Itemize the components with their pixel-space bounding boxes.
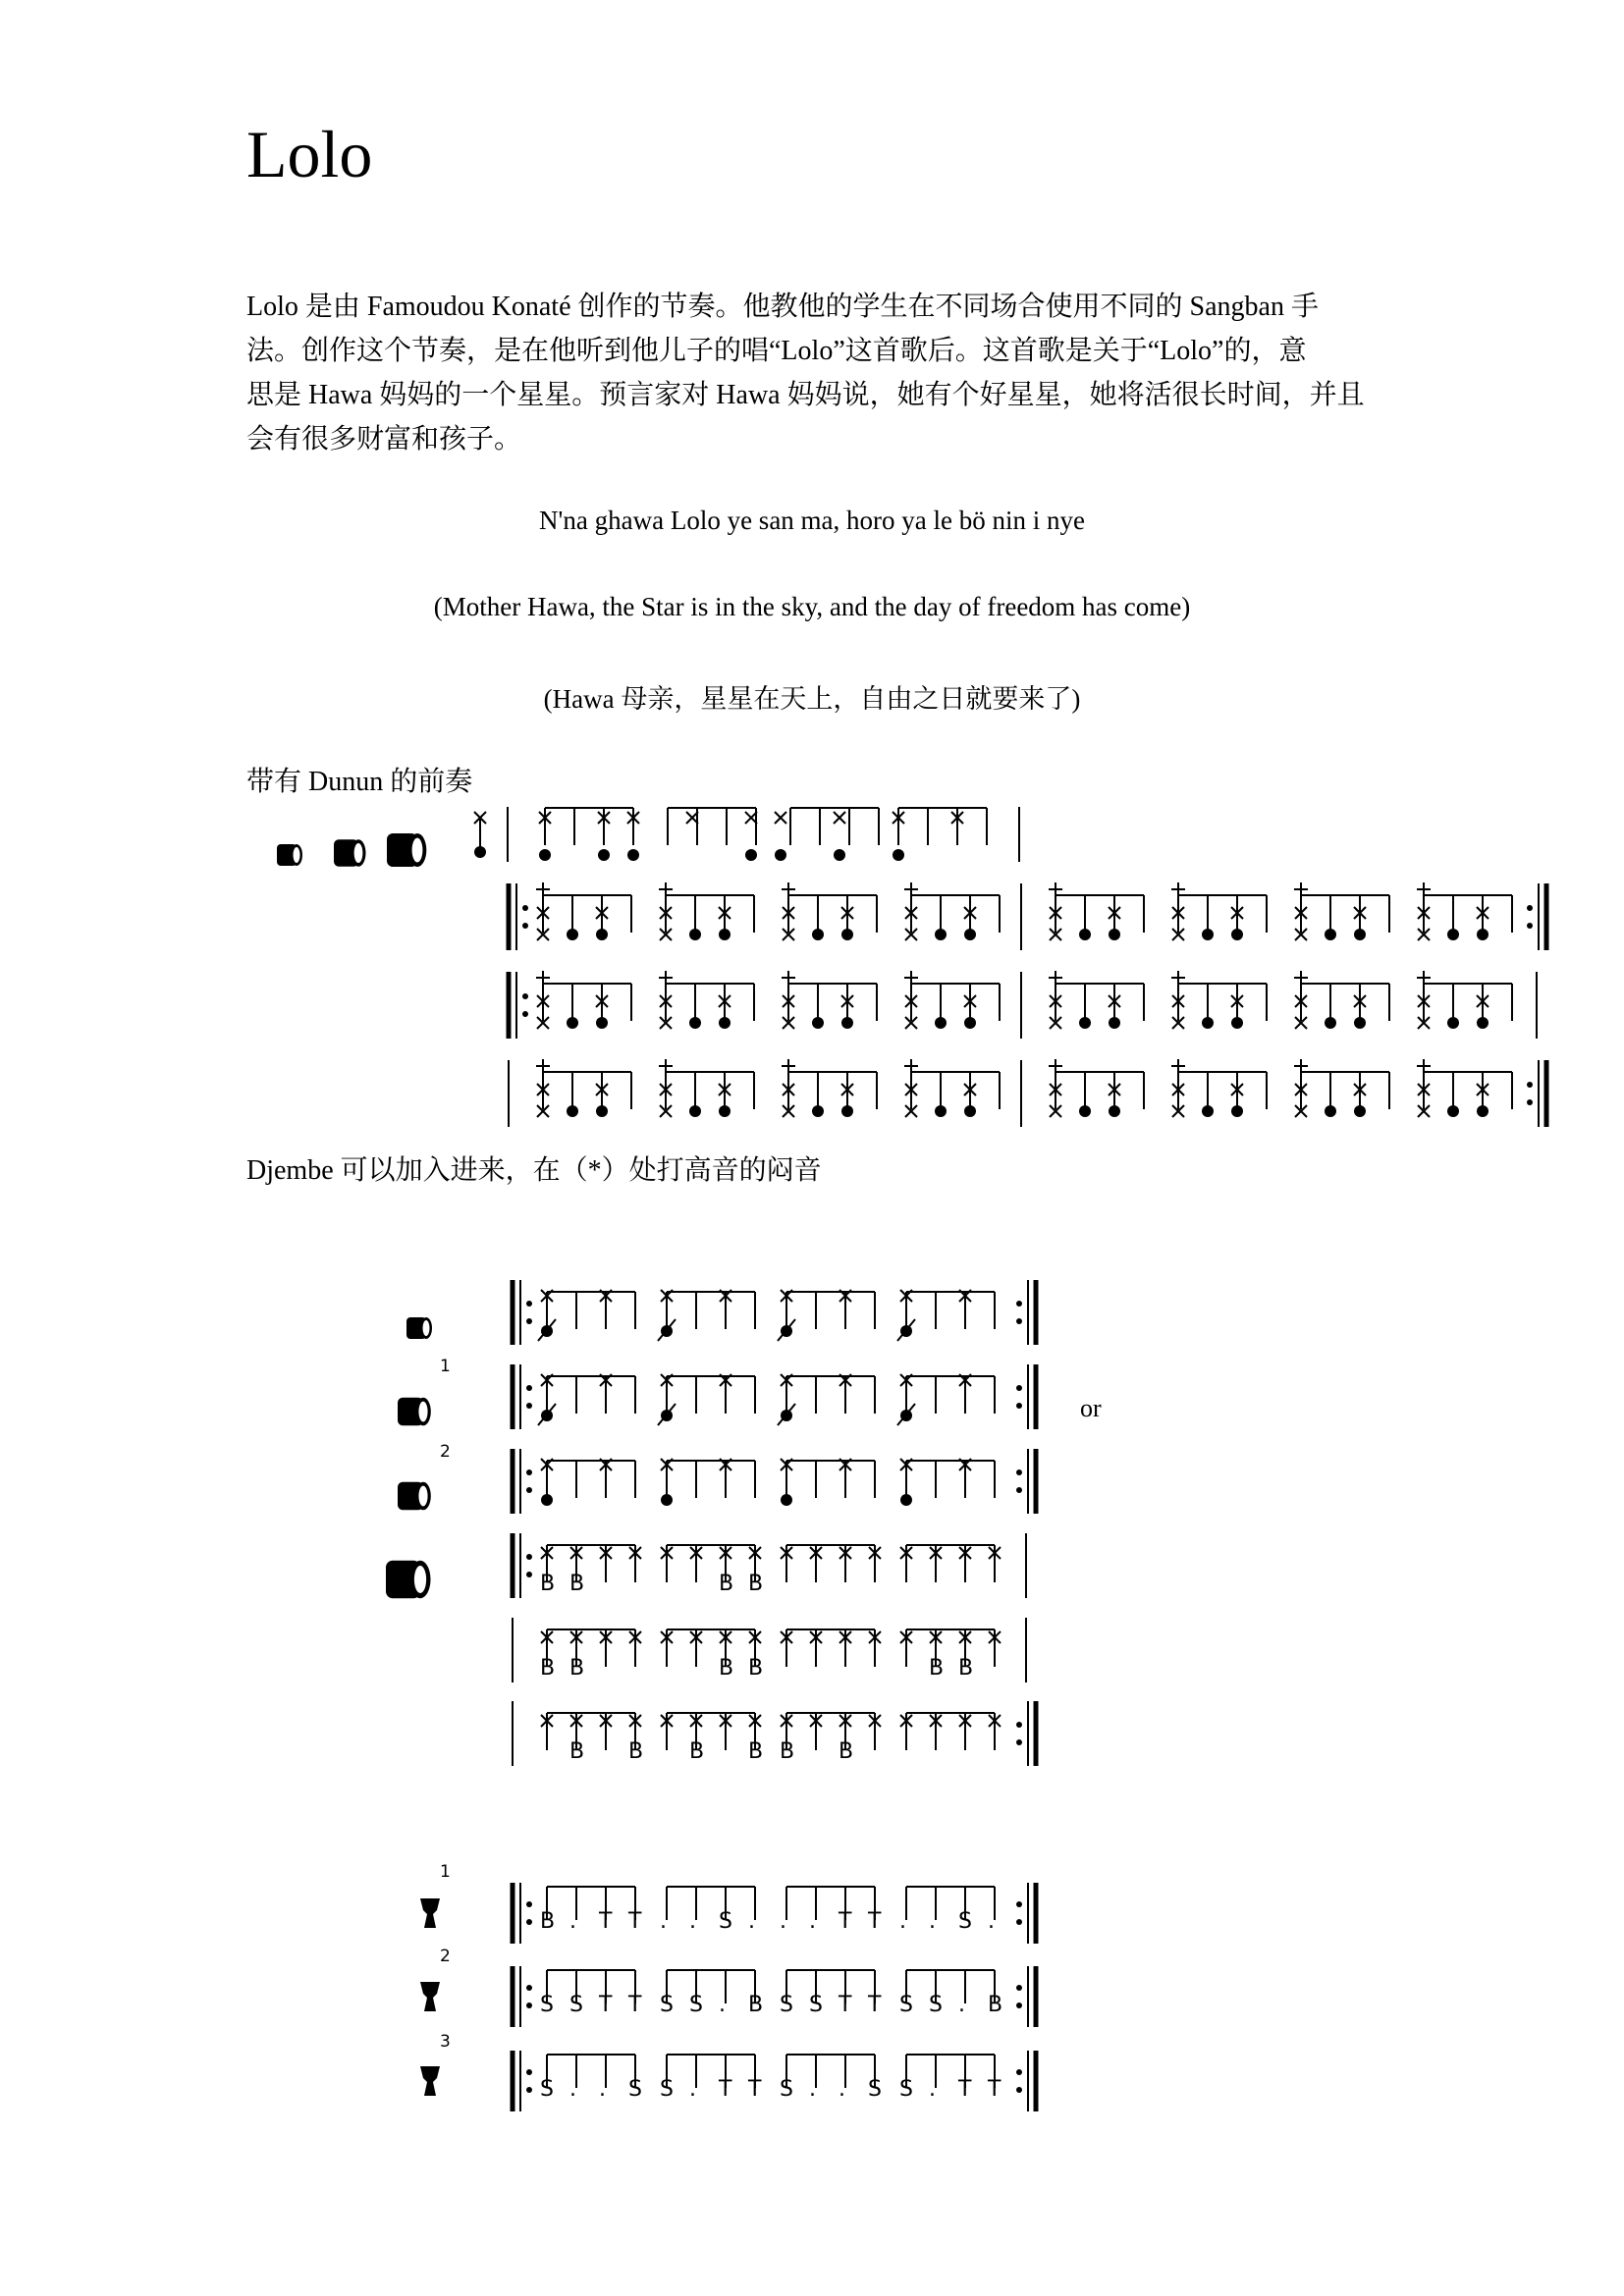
bass-note: B <box>748 1572 764 1596</box>
note-dot <box>539 849 551 861</box>
dundunba-icon <box>387 833 426 867</box>
repeat-dot <box>1016 1301 1022 1307</box>
note-dot <box>900 1494 912 1506</box>
note-dot <box>812 1105 824 1117</box>
repeat-dot <box>526 1318 532 1324</box>
bass-note: B <box>540 1656 556 1681</box>
song-lyric-english: (Mother Hawa, the Star is in the sky, and the day of freedom has come) <box>433 592 1191 621</box>
repeat-dot <box>1016 1318 1022 1324</box>
note-dot <box>893 849 904 861</box>
djembe-stroke: S <box>660 2077 674 2102</box>
djembe-stroke: T <box>958 2077 972 2102</box>
repeat-dot <box>526 2069 532 2075</box>
intro-section-label: 带有 Dunun 的前奏 <box>246 767 473 797</box>
repeat-dot <box>526 1901 532 1907</box>
note-dot <box>596 1105 608 1117</box>
note-dot <box>935 1105 947 1117</box>
repeat-dot <box>1527 1099 1533 1105</box>
djembe-stroke: T <box>748 2077 762 2102</box>
note-dot <box>1109 929 1120 940</box>
djembe-stroke: S <box>689 1993 703 2017</box>
djembe-stroke: . <box>780 1909 786 1934</box>
repeat-dot <box>522 905 528 911</box>
note-dot <box>775 849 786 861</box>
note-dot <box>834 849 845 861</box>
djembe-stroke: S <box>628 2077 642 2102</box>
note-dot <box>1447 1017 1459 1029</box>
note-dot <box>1231 929 1243 940</box>
djembe-stroke: . <box>569 2077 576 2102</box>
note-dot <box>1354 1105 1366 1117</box>
note-dot <box>689 1017 701 1029</box>
repeat-dot <box>1016 1722 1022 1728</box>
djembe-stroke: T <box>628 1993 642 2017</box>
djembe-stroke: . <box>839 2077 845 2102</box>
djembe-stroke: T <box>868 1909 882 1934</box>
djembe-stroke: . <box>899 1909 906 1934</box>
repeat-dot <box>522 1011 528 1017</box>
djembe-stroke: B <box>988 1993 1003 2017</box>
note-dot <box>1477 1017 1489 1029</box>
notation <box>474 807 1546 2111</box>
note-dot <box>841 1017 853 1029</box>
bass-note: B <box>929 1656 945 1681</box>
repeat-dot <box>526 1985 532 1991</box>
djembe-icon <box>420 2066 440 2096</box>
djembe-stroke: . <box>958 1993 965 2017</box>
sangban-icon <box>398 1398 431 1426</box>
variant-number: 1 <box>440 1357 451 1376</box>
djembe-stroke: S <box>899 2077 913 2102</box>
djembe-stroke: S <box>540 2077 554 2102</box>
djembe-stroke: S <box>540 1993 554 2017</box>
bass-note: B <box>569 1572 585 1596</box>
repeat-dot <box>1016 2002 1022 2008</box>
repeat-dot <box>1016 1487 1022 1493</box>
djembe-stroke: . <box>929 1909 936 1934</box>
note-dot <box>1202 1105 1214 1117</box>
variant-number: 2 <box>440 1442 451 1462</box>
djembe-stroke: S <box>660 1993 674 2017</box>
djembe-stroke: . <box>719 1993 726 2017</box>
note-dot <box>689 1105 701 1117</box>
bass-note: B <box>569 1656 585 1681</box>
djembe-stroke: . <box>809 1909 816 1934</box>
note-dot <box>719 1017 731 1029</box>
repeat-dot <box>526 1301 532 1307</box>
repeat-dot <box>526 2087 532 2093</box>
note-dot <box>812 929 824 940</box>
note-dot <box>1202 1017 1214 1029</box>
djembe-stroke: . <box>689 2077 696 2102</box>
djembe-stroke: . <box>929 2077 936 2102</box>
djembe-stroke: . <box>660 1909 667 1934</box>
note-dot <box>1079 1105 1091 1117</box>
repeat-dot <box>526 1385 532 1391</box>
note-dot <box>1447 929 1459 940</box>
repeat-dot <box>526 1554 532 1560</box>
bass-note: B <box>780 1739 795 1764</box>
djembe-stroke: S <box>780 1993 793 2017</box>
djembe-stroke: S <box>899 1993 913 2017</box>
repeat-dot <box>526 1487 532 1493</box>
note-dot <box>1202 929 1214 940</box>
note-dot <box>719 929 731 940</box>
repeat-dot <box>1016 1385 1022 1391</box>
note-dot <box>596 1017 608 1029</box>
repeat-dot <box>1016 1403 1022 1409</box>
djembe-stroke: S <box>780 2077 793 2102</box>
repeat-dot <box>1016 2069 1022 2075</box>
page-title: Lolo <box>246 117 373 191</box>
djembe-stroke: . <box>988 1909 995 1934</box>
note-dot <box>598 849 610 861</box>
djembe-note-label: Djembe 可以加入进来，在（*）处打高音的闷音 <box>246 1155 822 1186</box>
note-dot <box>964 929 976 940</box>
repeat-dot <box>522 923 528 929</box>
djembe-stroke: S <box>569 1993 583 2017</box>
intro-line: 法。创作这个节奏，是在他听到他儿子的唱“Lolo”这首歌后。这首歌是关于“Lolo”的，意 <box>246 336 1307 366</box>
djembe-stroke: . <box>748 1909 755 1934</box>
repeat-dot <box>1016 1919 1022 1925</box>
note-dot <box>567 929 578 940</box>
repeat-dot <box>1016 1901 1022 1907</box>
djembe-stroke: T <box>628 1909 642 1934</box>
song-lyric-chinese: (Hawa 母亲，星星在天上，自由之日就要来了) <box>543 684 1081 714</box>
note-dot <box>567 1105 578 1117</box>
note-dot <box>541 1494 553 1506</box>
djembe-stroke: . <box>599 2077 606 2102</box>
bass-note: B <box>540 1572 556 1596</box>
note-dot <box>1477 929 1489 940</box>
note-dot <box>935 1017 947 1029</box>
djembe-stroke: T <box>988 2077 1001 2102</box>
note-dot <box>1325 1017 1336 1029</box>
note-dot <box>1079 929 1091 940</box>
repeat-dot <box>526 1572 532 1577</box>
djembe-stroke: T <box>599 1909 613 1934</box>
repeat-dot <box>1016 2087 1022 2093</box>
sangban-icon <box>334 839 366 867</box>
repeat-dot <box>1527 905 1533 911</box>
note-dot <box>841 1105 853 1117</box>
djembe-stroke: S <box>958 1909 972 1934</box>
note-dot <box>1109 1105 1120 1117</box>
note-dot <box>1109 1017 1120 1029</box>
repeat-dot <box>522 993 528 999</box>
djembe-stroke: S <box>719 1909 732 1934</box>
bass-note: B <box>628 1739 644 1764</box>
note-dot <box>567 1017 578 1029</box>
repeat-dot <box>1527 923 1533 929</box>
variant-number: 2 <box>440 1947 451 1966</box>
djembe-stroke: S <box>929 1993 943 2017</box>
note-dot <box>661 1494 673 1506</box>
repeat-dot <box>1016 1739 1022 1745</box>
or-label: or <box>1080 1394 1102 1422</box>
variant-number: 3 <box>440 2032 451 2052</box>
repeat-dot <box>1016 1469 1022 1475</box>
repeat-dot <box>1016 1985 1022 1991</box>
bass-note: B <box>839 1739 854 1764</box>
note-dot <box>964 1105 976 1117</box>
note-dot <box>1325 929 1336 940</box>
note-dot <box>964 1017 976 1029</box>
intro-line: 思是 Hawa 妈妈的一个星星。预言家对 Hawa 妈妈说，她有个好星星，她将活很长时间，并且 <box>246 380 1365 410</box>
bass-note: B <box>689 1739 705 1764</box>
djembe-stroke: T <box>868 1993 882 2017</box>
repeat-dot <box>526 1403 532 1409</box>
djembe-stroke: B <box>540 1909 556 1934</box>
note-dot <box>1447 1105 1459 1117</box>
note-dot <box>627 849 639 861</box>
note-dot <box>935 929 947 940</box>
bass-note: B <box>958 1656 974 1681</box>
note-dot <box>1477 1105 1489 1117</box>
note-dot <box>1354 1017 1366 1029</box>
note-dot <box>1079 1017 1091 1029</box>
note-dot <box>719 1105 731 1117</box>
bass-note: B <box>719 1572 734 1596</box>
djembe-stroke: . <box>569 1909 576 1934</box>
note-dot <box>812 1017 824 1029</box>
djembe-stroke: T <box>719 2077 732 2102</box>
bass-note: B <box>569 1739 585 1764</box>
repeat-dot <box>526 1919 532 1925</box>
bass-note: B <box>719 1656 734 1681</box>
djembe-stroke: B <box>748 1993 764 2017</box>
note-dot <box>1325 1105 1336 1117</box>
note-dot <box>689 929 701 940</box>
note-dot <box>781 1494 792 1506</box>
djembe-icon <box>420 1898 440 1928</box>
djembe-stroke: S <box>809 1993 823 2017</box>
djembe-icon <box>420 1982 440 2011</box>
djembe-stroke: S <box>868 2077 882 2102</box>
note-dot <box>1231 1017 1243 1029</box>
djembe-stroke: . <box>809 2077 816 2102</box>
sangban-icon <box>398 1482 431 1511</box>
djembe-stroke: T <box>839 1909 852 1934</box>
note-dot <box>596 929 608 940</box>
intro-line: Lolo 是由 Famoudou Konaté 创作的节奏。他教他的学生在不同场合使用不同的 Sangban 手 <box>246 292 1319 322</box>
song-lyric-original: N'na ghawa Lolo ye san ma, horo ya le bö nin i nye <box>539 506 1085 535</box>
repeat-dot <box>1527 1082 1533 1088</box>
bass-note: B <box>748 1656 764 1681</box>
djembe-stroke: . <box>689 1909 696 1934</box>
djembe-stroke: T <box>599 1993 613 2017</box>
note-dot <box>1354 929 1366 940</box>
bass-note: B <box>748 1739 764 1764</box>
kenkeni-icon <box>406 1317 432 1339</box>
note-dot <box>1231 1105 1243 1117</box>
intro-line: 会有很多财富和孩子。 <box>246 424 522 454</box>
note-dot <box>745 849 757 861</box>
dundunba-icon <box>386 1561 431 1599</box>
note-dot <box>841 929 853 940</box>
note-dot <box>474 846 486 858</box>
variant-number: 1 <box>440 1862 451 1882</box>
djembe-stroke: T <box>839 1993 852 2017</box>
repeat-dot <box>526 2002 532 2008</box>
kenkeni-icon <box>277 844 302 866</box>
repeat-dot <box>526 1469 532 1475</box>
